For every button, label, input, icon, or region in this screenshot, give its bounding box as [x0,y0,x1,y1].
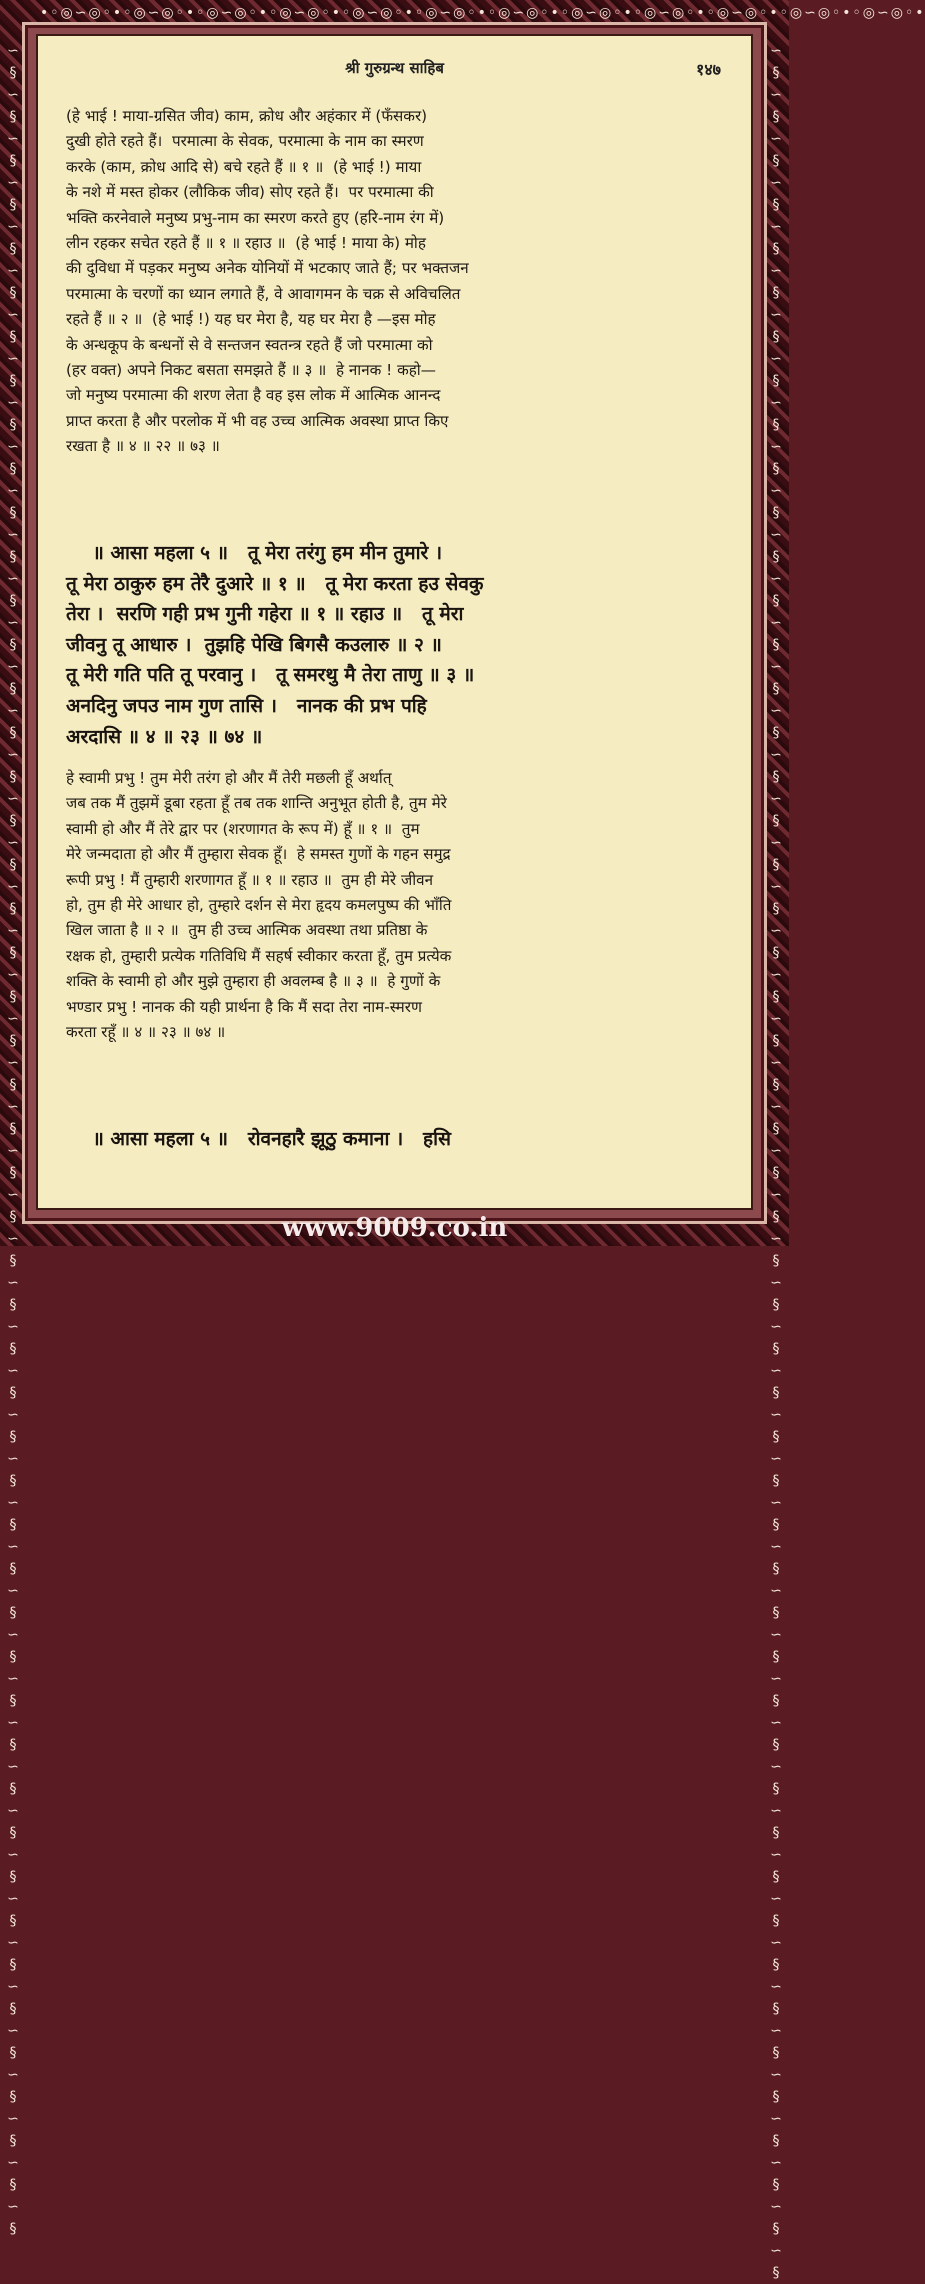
translation-paragraph-1 [66,104,726,460]
website-url[interactable]: www.9009.co.in [281,1213,508,1243]
text-line: तेरा । सरणि गही प्रभ गुनी गहेरा ॥ १ ॥ रहाउ ॥ तू मेरा [66,603,464,626]
text-line: (हर वक्त) अपने निकट बसता समझते हैं ॥ ३ ॥ हे नानक ! कहो— [66,361,436,380]
text-line: के नशे में मस्त होकर (लौकिक जीव) सोए रहते हैं। पर परमात्मा की [66,183,434,202]
text-line: हो, तुम ही मेरे आधार हो, तुम्हारे दर्शन से मेरा हृदय कमलपुष्प की भाँति [66,896,452,915]
verse-paragraph-2 [66,1124,726,1155]
scripture-page [36,34,753,1210]
text-line: जीवनु तू आधारु । तुझहि पेखि बिगसै कउलारु ॥ २ ॥ [66,633,442,656]
page-number: १४७ [696,60,721,79]
text-line: परमात्मा के चरणों का ध्यान लगाते हैं, वे आवागमन के चक्र से अविचलित [66,284,461,303]
text-line: तू मेरा ठाकुरु हम तेरै दुआरे ॥ १ ॥ तू मेरा करता हउ सेवकु [66,572,484,595]
page-header [38,58,751,82]
text-line: की दुविधा में पड़कर मनुष्य अनेक योनियों में भटकाए जाते हैं; पर भक्तजन [66,259,469,278]
text-line: रखता है ॥ ४ ॥ २२ ॥ ७३ ॥ [66,437,220,456]
text-line: हे स्वामी प्रभु ! तुम मेरी तरंग हो और मैं तेरी मछली हूँ अर्थात् [66,769,392,787]
text-line: मेरे जन्मदाता हो और मैं तुम्हारा सेवक हूँ। हे समस्त गुणों के गहन समुद्र [66,845,451,864]
text-line: शक्ति के स्वामी हो और मुझे तुम्हारा ही अवलम्ब है ॥ ३ ॥ हे गुणों के [66,972,441,991]
text-line: करके (काम, क्रोध आदि से) बचे रहते हैं ॥ १ ॥ (हे भाई !) माया [66,157,422,176]
text-line: स्वामी हो और मैं तेरे द्वार पर (शरणागत के रूप में) हूँ ॥ १ ॥ तुम [66,819,420,838]
text-line: अरदासि ॥ ४ ॥ २३ ॥ ७४ ॥ [66,725,263,748]
text-line: तू मेरी गति पति तू परवानु । तू समरथु मै तेरा ताणु ॥ ३ ॥ [66,664,475,687]
right-ornament: ∽§∽§∽§∽§∽§∽§∽§∽§∽§∽§∽§∽§∽§∽§∽§∽§∽§∽§∽§∽§∽§∽§∽§∽§∽§∽§∽§∽§∽§∽§∽§∽§∽§∽§∽§∽§∽§∽§∽§∽§∽§∽§∽§∽§∽§∽§∽§∽§∽§∽§∽§ [770,43,782,2281]
text-line: जो मनुष्य परमात्मा की शरण लेता है वह इस लोक में आत्मिक आनन्द [66,386,441,405]
text-line: खिल जाता है ॥ २ ॥ तुम ही उच्च आत्मिक अवस्था तथा प्रतिष्ठा के [66,921,428,940]
text-line: रहते हैं ॥ २ ॥ (हे भाई !) यह घर मेरा है, यह घर मेरा है —इस मोह [66,310,436,329]
text-line: दुखी होते रहते हैं। परमात्मा के सेवक, परमात्मा के नाम का स्मरण [66,132,424,151]
text-line: करता रहूँ ॥ ४ ॥ २३ ॥ ७४ ॥ [66,1023,226,1042]
text-line: जब तक मैं तुझमें डूबा रहता हूँ तब तक शान्ति अनुभूत होती है, तुम मेरे [66,794,447,813]
verse-paragraph-1 [66,538,726,752]
left-ornament: ∽§∽§∽§∽§∽§∽§∽§∽§∽§∽§∽§∽§∽§∽§∽§∽§∽§∽§∽§∽§∽§∽§∽§∽§∽§∽§∽§∽§∽§∽§∽§∽§∽§∽§∽§∽§∽§∽§∽§∽§∽§∽§∽§∽§∽§∽§∽§∽§∽§∽§ [7,43,19,2237]
text-line: भक्ति करनेवाले मनुष्य प्रभु-नाम का स्मरण करते हुए (हरि-नाम रंग में) [66,208,445,227]
text-line: रूपी प्रभु ! मैं तुम्हारी शरणागत हूँ ॥ १ ॥ रहाउ ॥ तुम ही मेरे जीवन [66,870,434,889]
translation-paragraph-2 [66,766,726,1045]
text-line: प्राप्त करता है और परलोक में भी वह उच्च आत्मिक अवस्था प्राप्त किए [66,411,449,430]
text-line: (हे भाई ! माया-ग्रसित जीव) काम, क्रोध और अहंकार में (फँसकर) [66,107,428,125]
text-line: रक्षक हो, तुम्हारी प्रत्येक गतिविधि मैं सहर्ष स्वीकार करता हूँ, तुम प्रत्येक [66,946,452,965]
page-title: श्री गुरुग्रन्थ साहिब [345,59,444,77]
text-line: के अन्धकूप के बन्धनों से वे सन्तजन स्वतन्त्र रहते हैं जो परमात्मा को [66,335,433,354]
top-ornament: •◦◎∽◎◦•◦◎∽◎◦•◦◎∽◎◦•◦◎∽◎◦•◦◎∽◎◦•◦◎∽◎◦•◦◎∽◎◦•◦◎∽◎◦•◦◎∽◎◦•◦◎∽◎◦•◦◎∽◎◦•◦◎∽◎◦• [40,5,925,21]
text-line: अनदिनु जपउ नाम गुण तासि । नानक की प्रभ पहि [66,694,427,717]
text-line: लीन रहकर सचेत रहते हैं ॥ १ ॥ रहाउ ॥ (हे भाई ! माया के) मोह [66,234,426,253]
text-line: भण्डार प्रभु ! नानक की यही प्रार्थना है कि मैं सदा तेरा नाम-स्मरण [66,997,422,1016]
text-line: ॥ आसा महला ५ ॥ रोवनहारै झूठु कमाना । हसि [66,1128,451,1150]
text-line: ॥ आसा महला ५ ॥ तू मेरा तरंगु हम मीन तुमारे । [66,542,443,564]
